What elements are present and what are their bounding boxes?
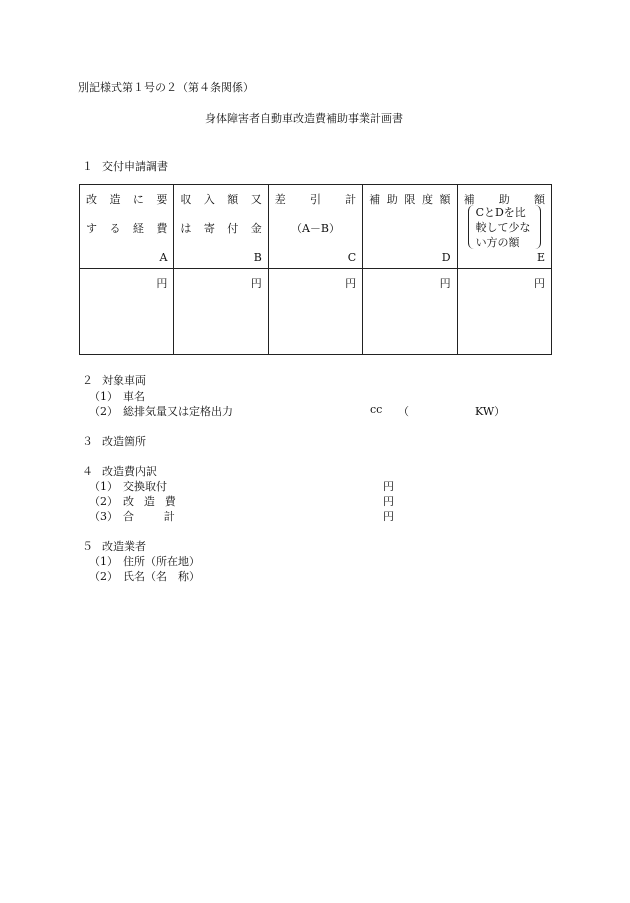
yen-unit: 円 bbox=[439, 277, 451, 290]
yen-unit: 円 bbox=[345, 277, 357, 290]
application-table bbox=[79, 184, 552, 355]
yen-unit: 円 bbox=[156, 277, 168, 290]
column-b-header: 収 入 額 又 は 寄 付 金 B bbox=[174, 185, 268, 269]
list-item: （2） 氏名（名 称） bbox=[89, 570, 200, 583]
kw-unit: KW） bbox=[475, 405, 506, 418]
yen-unit: 円 bbox=[383, 510, 394, 523]
document-title: 身体障害者自動車改造費補助事業計画書 bbox=[205, 112, 403, 125]
value-cell-e[interactable] bbox=[457, 269, 551, 355]
section-5-heading: ５ 改造業者 bbox=[82, 540, 146, 553]
form-id: 別記様式第１号の２（第４条関係） bbox=[78, 81, 254, 94]
column-code: C bbox=[347, 251, 357, 264]
column-code: D bbox=[441, 251, 451, 264]
table-value-row bbox=[80, 269, 552, 355]
column-d-header: 補 助 限 度 額 D bbox=[363, 185, 457, 269]
section-4-heading: ４ 改造費内訳 bbox=[82, 465, 157, 478]
table-header-row bbox=[80, 185, 552, 269]
list-item: （1） 車名 bbox=[89, 390, 145, 403]
column-code: B bbox=[253, 251, 262, 264]
column-c-header: 差 引 計 （A－B） C bbox=[268, 185, 362, 269]
list-item: （3） 合計 bbox=[89, 510, 205, 523]
column-a-header: 改 造 に 要 す る 経 費 A bbox=[80, 185, 174, 269]
yen-unit: 円 bbox=[534, 277, 545, 290]
section-number: １ bbox=[82, 160, 93, 173]
bracket-note: CとDを比 較して少な い方の額 bbox=[468, 205, 541, 249]
paren-open: （ bbox=[398, 405, 409, 418]
list-item: （2） 総排気量又は定格出力 bbox=[89, 405, 233, 418]
formula-label: （A－B） bbox=[290, 222, 340, 235]
cc-unit: cc bbox=[370, 403, 383, 416]
section-1-heading bbox=[82, 158, 168, 174]
value-cell-d[interactable] bbox=[363, 269, 457, 355]
list-item: （1） 交換取付 bbox=[89, 480, 167, 493]
list-item: （1） 住所（所在地） bbox=[89, 555, 200, 568]
yen-unit: 円 bbox=[250, 277, 262, 290]
column-e-header: 補 助 額 CとDを比 較して少な い方の額 E bbox=[457, 185, 551, 269]
value-cell-c[interactable] bbox=[268, 269, 362, 355]
section-3-heading: ３ 改造箇所 bbox=[82, 435, 146, 448]
section-2-heading: ２ 対象車両 bbox=[82, 374, 146, 387]
column-code: E bbox=[536, 251, 545, 264]
yen-unit: 円 bbox=[383, 480, 394, 493]
list-item: （2） 改造費 bbox=[89, 495, 186, 508]
value-cell-b[interactable] bbox=[174, 269, 268, 355]
yen-unit: 円 bbox=[383, 495, 394, 508]
section-label: 交付申請調書 bbox=[102, 160, 168, 173]
value-cell-a[interactable] bbox=[80, 269, 174, 355]
column-code: A bbox=[159, 251, 168, 264]
